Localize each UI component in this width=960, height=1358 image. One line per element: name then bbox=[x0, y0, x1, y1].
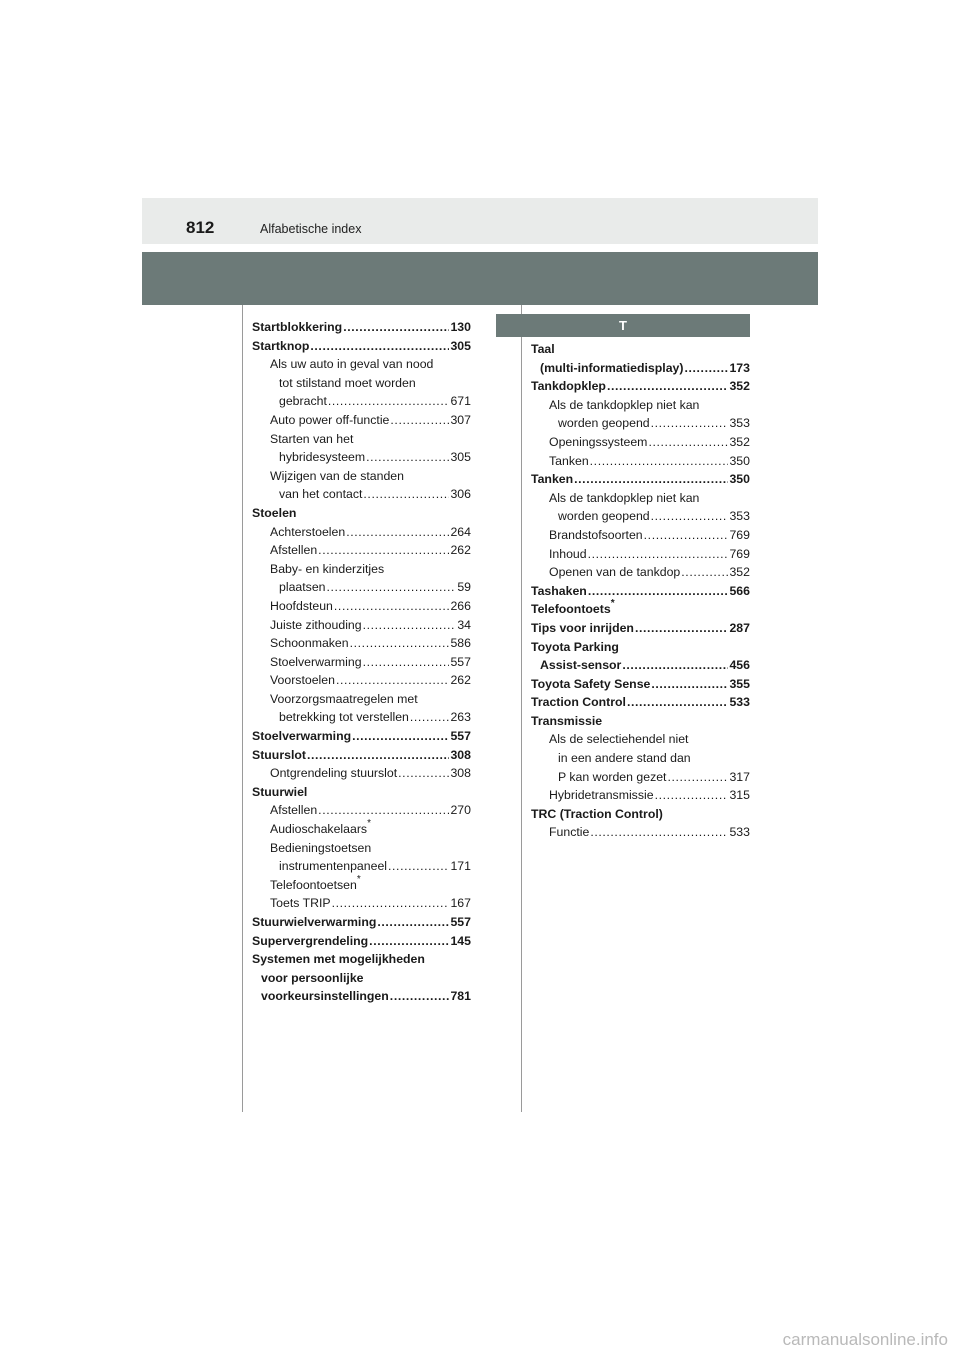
leader-dots bbox=[607, 377, 729, 396]
index-subentry bbox=[531, 786, 750, 805]
leader-dots bbox=[622, 656, 728, 675]
index-subentry bbox=[252, 597, 471, 616]
leader-dots bbox=[390, 411, 449, 430]
entry-text: Startknop bbox=[252, 338, 310, 353]
entry-text: Supervergrendeling bbox=[252, 933, 369, 948]
entry-text: Startblokkering bbox=[252, 320, 343, 334]
entry-text: (multi-informatiedisplay) bbox=[540, 360, 684, 375]
page-ref: 533 bbox=[729, 825, 750, 840]
leader-dots bbox=[388, 857, 449, 876]
page-ref: 307 bbox=[450, 412, 471, 427]
index-subentry bbox=[252, 817, 471, 839]
page-ref: 130 bbox=[450, 320, 471, 334]
leader-dots bbox=[318, 801, 449, 820]
leader-dots bbox=[410, 708, 450, 727]
page-ref: 557 bbox=[450, 729, 471, 744]
leader-dots bbox=[667, 768, 728, 787]
page-number: 812 bbox=[186, 218, 215, 237]
index-subentry bbox=[252, 392, 471, 411]
header-band bbox=[142, 252, 818, 305]
entry-text: Voorzorgsmaatregelen met bbox=[270, 691, 418, 706]
index-subentry bbox=[252, 523, 471, 542]
page-ref: 34 bbox=[457, 617, 471, 632]
index-entry bbox=[252, 950, 471, 969]
page-ref: 352 bbox=[729, 434, 750, 449]
index-subentry bbox=[531, 526, 750, 545]
index-entry bbox=[531, 638, 750, 657]
entry-text: Toyota Parking bbox=[531, 639, 619, 654]
index-subentry bbox=[531, 414, 750, 433]
index-subentry bbox=[252, 560, 471, 579]
page-ref: 769 bbox=[729, 546, 750, 561]
index-subentry bbox=[531, 433, 750, 452]
index-subentry bbox=[252, 616, 471, 635]
entry-text: Tips voor inrijden bbox=[531, 620, 634, 635]
entry-text: P kan worden gezet bbox=[558, 769, 667, 784]
entry-text: hybridesysteem bbox=[279, 450, 366, 465]
page-ref: 287 bbox=[729, 620, 750, 635]
leader-dots bbox=[590, 452, 729, 471]
leader-dots bbox=[332, 894, 450, 913]
page-ref: 671 bbox=[450, 394, 471, 409]
entry-text: Afstellen bbox=[270, 803, 318, 818]
page-ref: 769 bbox=[729, 527, 750, 542]
page-ref: 586 bbox=[450, 636, 471, 651]
index-subentry bbox=[252, 541, 471, 560]
index-entry bbox=[531, 805, 750, 824]
page-ref: 308 bbox=[450, 747, 471, 762]
page-ref: 350 bbox=[729, 453, 750, 468]
index-entry bbox=[252, 913, 471, 932]
entry-text: Schoonmaken bbox=[270, 636, 349, 651]
index-column-1 bbox=[252, 318, 471, 1006]
entry-text: Toyota Safety Sense bbox=[531, 676, 651, 691]
entry-text: plaatsen bbox=[279, 580, 326, 595]
page-ref: 173 bbox=[729, 360, 750, 375]
page-ref: 781 bbox=[450, 989, 471, 1004]
index-subentry bbox=[252, 634, 471, 653]
index-subentry bbox=[252, 873, 471, 895]
leader-dots bbox=[352, 727, 449, 746]
page-ref: 355 bbox=[729, 676, 750, 691]
index-entry bbox=[252, 746, 471, 765]
index-subentry bbox=[252, 708, 471, 727]
entry-text: Traction Control bbox=[531, 695, 626, 710]
leader-dots bbox=[588, 582, 729, 601]
leader-dots bbox=[328, 392, 450, 411]
entry-text: Auto power off-functie bbox=[270, 412, 390, 427]
index-entry bbox=[252, 337, 471, 356]
leader-dots bbox=[398, 764, 449, 783]
entry-text: Inhoud bbox=[549, 546, 587, 561]
leader-dots bbox=[390, 987, 450, 1006]
page-ref: 305 bbox=[450, 338, 471, 353]
index-subentry bbox=[531, 489, 750, 508]
leader-dots bbox=[648, 433, 728, 452]
entry-text: Openen van de tankdop bbox=[549, 565, 681, 580]
page-ref: 264 bbox=[450, 524, 471, 539]
entry-text: Transmissie bbox=[531, 713, 603, 728]
entry-text: gebracht bbox=[279, 394, 327, 409]
index-subentry bbox=[531, 730, 750, 749]
entry-text: Systemen met mogelijkheden bbox=[252, 952, 425, 967]
index-entry bbox=[531, 377, 750, 396]
page-ref: 533 bbox=[729, 695, 750, 710]
entry-text: Als de tankdopklep niet kan bbox=[549, 490, 700, 505]
index-subentry bbox=[531, 545, 750, 564]
index-entry bbox=[531, 340, 750, 359]
index-subentry bbox=[531, 359, 750, 378]
entry-text: in een andere stand dan bbox=[558, 751, 691, 766]
entry-text: instrumentenpaneel bbox=[279, 859, 388, 874]
page-ref: 306 bbox=[450, 487, 471, 502]
page-ref: 171 bbox=[450, 859, 471, 874]
page-ref: 270 bbox=[450, 803, 471, 818]
leader-dots bbox=[588, 545, 729, 564]
index-subentry bbox=[252, 653, 471, 672]
leader-dots bbox=[377, 913, 449, 932]
leader-dots bbox=[651, 414, 729, 433]
entry-text: Als de tankdopklep niet kan bbox=[549, 397, 700, 412]
index-subentry bbox=[531, 656, 750, 675]
entry-text: Toets TRIP bbox=[270, 896, 331, 911]
leader-dots bbox=[574, 470, 728, 489]
footnote-asterisk: * bbox=[610, 598, 615, 610]
entry-text: Assist-sensor bbox=[540, 658, 622, 673]
entry-text: Baby- en kinderzitjes bbox=[270, 561, 385, 576]
index-subentry bbox=[531, 396, 750, 415]
entry-text: Stoelverwarming bbox=[270, 654, 362, 669]
index-entry bbox=[531, 600, 750, 619]
index-subentry bbox=[252, 671, 471, 690]
index-subentry bbox=[252, 839, 471, 858]
entry-text: Bedieningstoetsen bbox=[270, 840, 372, 855]
index-entry bbox=[531, 582, 750, 601]
index-subentry bbox=[252, 801, 471, 820]
entry-text: Stuurslot bbox=[252, 747, 306, 762]
page-ref: 317 bbox=[729, 769, 750, 784]
entry-text: Hoofdsteun bbox=[270, 598, 333, 613]
index-entry bbox=[252, 318, 471, 337]
page-ref: 353 bbox=[729, 416, 750, 431]
column-divider-left bbox=[242, 305, 243, 1112]
index-subentry bbox=[252, 987, 471, 1006]
entry-text: Juiste zithouding bbox=[270, 617, 362, 632]
leader-dots bbox=[369, 932, 449, 951]
page-ref: 59 bbox=[457, 580, 471, 595]
leader-dots bbox=[310, 337, 449, 356]
leader-dots bbox=[334, 597, 450, 616]
section-title: Alfabetische index bbox=[260, 222, 362, 236]
leader-dots bbox=[363, 616, 457, 635]
letter-heading: T bbox=[496, 314, 750, 337]
leader-dots bbox=[681, 563, 728, 582]
entry-text: betrekking tot verstellen bbox=[279, 710, 409, 725]
entry-text: Tanken bbox=[531, 472, 574, 487]
entry-text: Starten van het bbox=[270, 431, 354, 446]
page-ref: 167 bbox=[450, 896, 471, 911]
entry-text: Achterstoelen bbox=[270, 524, 346, 539]
footnote-asterisk: * bbox=[367, 817, 371, 829]
entry-text: Hybridetransmissie bbox=[549, 788, 654, 803]
index-entry bbox=[252, 932, 471, 951]
index-entry bbox=[252, 504, 471, 523]
page-ref: 456 bbox=[729, 658, 750, 673]
page-ref: 353 bbox=[729, 509, 750, 524]
index-column-2 bbox=[531, 340, 750, 842]
leader-dots bbox=[318, 541, 449, 560]
index-subentry bbox=[252, 374, 471, 393]
page-ref: 308 bbox=[450, 766, 471, 781]
leader-dots bbox=[684, 359, 728, 378]
page-ref: 315 bbox=[729, 788, 750, 803]
entry-text: Stoelen bbox=[252, 505, 297, 520]
index-subentry bbox=[252, 411, 471, 430]
index-subentry bbox=[252, 578, 471, 597]
entry-text: worden geopend bbox=[558, 509, 650, 524]
leader-dots bbox=[350, 634, 450, 653]
footnote-asterisk: * bbox=[356, 873, 361, 885]
entry-text: Telefoontoetsen bbox=[270, 877, 357, 892]
page-ref: 263 bbox=[450, 710, 471, 725]
index-entry bbox=[531, 619, 750, 638]
index-subentry bbox=[252, 690, 471, 709]
index-subentry bbox=[531, 823, 750, 842]
leader-dots bbox=[651, 675, 728, 694]
entry-text: tot stilstand moet worden bbox=[279, 375, 416, 390]
index-entry bbox=[531, 470, 750, 489]
entry-text: voorkeursinstellingen bbox=[261, 989, 389, 1004]
entry-text: Afstellen bbox=[270, 543, 318, 558]
entry-text: Functie bbox=[549, 825, 590, 840]
entry-text: Telefoontoets bbox=[531, 602, 611, 617]
entry-text: TRC (Traction Control) bbox=[531, 806, 663, 821]
entry-text: Stuurwielverwarming bbox=[252, 915, 377, 929]
entry-text: Stoelverwarming bbox=[252, 729, 352, 744]
leader-dots bbox=[346, 523, 449, 542]
index-subentry bbox=[252, 857, 471, 876]
page-ref: 305 bbox=[450, 450, 471, 465]
entry-text: Stuurwiel bbox=[252, 784, 308, 799]
entry-text: Taal bbox=[531, 342, 555, 356]
index-entry bbox=[531, 712, 750, 731]
leader-dots bbox=[363, 485, 449, 504]
leader-dots bbox=[363, 653, 450, 672]
entry-text: Tankdopklep bbox=[531, 379, 606, 394]
index-subentry bbox=[531, 768, 750, 787]
leader-dots bbox=[327, 578, 457, 597]
leader-dots bbox=[644, 526, 729, 545]
index-subentry bbox=[531, 452, 750, 471]
page-ref: 557 bbox=[450, 915, 471, 929]
index-subentry bbox=[252, 430, 471, 449]
index-entry bbox=[531, 675, 750, 694]
leader-dots bbox=[343, 318, 449, 337]
entry-text: Voorstoelen bbox=[270, 673, 335, 688]
leader-dots bbox=[655, 786, 729, 805]
entry-text: van het contact bbox=[279, 487, 363, 502]
page-ref: 145 bbox=[450, 933, 471, 948]
page-ref: 350 bbox=[729, 472, 750, 487]
leader-dots bbox=[307, 746, 450, 765]
entry-text: Tanken bbox=[549, 453, 589, 468]
leader-dots bbox=[366, 448, 449, 467]
entry-text: Tashaken bbox=[531, 583, 587, 598]
page-ref: 352 bbox=[729, 379, 750, 394]
watermark: carmanualsonline.info bbox=[782, 1330, 948, 1349]
page-ref: 566 bbox=[729, 583, 750, 598]
leader-dots bbox=[627, 693, 729, 712]
leader-dots bbox=[651, 507, 729, 526]
column-divider-middle bbox=[521, 305, 522, 1112]
index-subentry bbox=[252, 969, 471, 988]
index-subentry bbox=[252, 448, 471, 467]
entry-text: Als uw auto in geval van nood bbox=[270, 357, 434, 372]
index-entry bbox=[252, 783, 471, 802]
index-subentry bbox=[252, 355, 471, 374]
leader-dots bbox=[635, 619, 729, 638]
entry-text: Openingssysteem bbox=[549, 434, 648, 449]
index-subentry bbox=[252, 467, 471, 486]
index-subentry bbox=[531, 749, 750, 768]
page-ref: 557 bbox=[450, 654, 471, 669]
page-ref: 266 bbox=[450, 598, 471, 613]
index-subentry bbox=[252, 894, 471, 913]
index-subentry bbox=[252, 764, 471, 783]
leader-dots bbox=[336, 671, 450, 690]
page-ref: 352 bbox=[729, 565, 750, 580]
index-entry bbox=[531, 693, 750, 712]
entry-text: Brandstofsoorten bbox=[549, 527, 643, 542]
index-entry bbox=[252, 727, 471, 746]
index-subentry bbox=[531, 507, 750, 526]
leader-dots bbox=[590, 823, 728, 842]
page-ref: 262 bbox=[450, 673, 471, 688]
index-subentry bbox=[252, 485, 471, 504]
entry-text: Als de selectiehendel niet bbox=[549, 732, 689, 747]
entry-text: Ontgrendeling stuurslot bbox=[270, 766, 398, 781]
entry-text: voor persoonlijke bbox=[261, 970, 364, 985]
entry-text: Wijzigen van de standen bbox=[270, 468, 404, 483]
entry-text: Audioschakelaars bbox=[270, 822, 368, 837]
header-bar bbox=[142, 198, 818, 244]
page-ref: 262 bbox=[450, 543, 471, 558]
index-subentry bbox=[531, 563, 750, 582]
entry-text: worden geopend bbox=[558, 416, 650, 431]
